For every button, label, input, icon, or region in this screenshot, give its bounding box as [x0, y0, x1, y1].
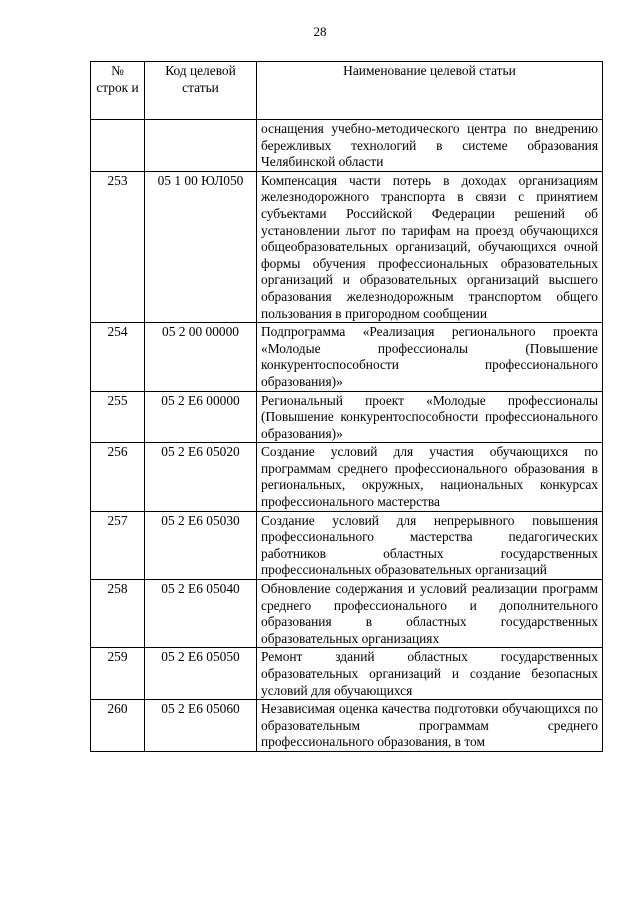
target-name: Компенсация части потерь в доходах организациям железнодорожного транспорта в связи с принятием субъектами Российской Федерации решений об установлении льгот по тарифам на проезд обучающихся общеобразовательных организаций, обучающихся очной формы обучения профессиональных образовательных организаций и образовательных организаций высшего образования железнодорожным транспортом общего пользования в пригородном сообщении	[257, 171, 603, 322]
row-number	[91, 120, 145, 172]
table-row	[91, 391, 603, 443]
page-number: 28	[313, 24, 327, 39]
target-name: оснащения учебно-методического центра по внедрению бережливых технологий в системе образования Челябинской области	[257, 120, 603, 172]
target-name: Создание условий для участия обучающихся по программам среднего профессионального образования в региональных, окружных, национальных конкурсах профессионального мастерства	[257, 443, 603, 511]
target-code: 05 1 00 ЮЛ050	[145, 171, 257, 322]
row-number: 257	[91, 511, 145, 579]
row-number: 255	[91, 391, 145, 443]
target-code: 05 2 Е6 00000	[145, 391, 257, 443]
table-row	[91, 648, 603, 700]
target-name: Независимая оценка качества подготовки обучающихся по образовательным программам среднего профессионального образования, в том	[257, 700, 603, 752]
row-number: 259	[91, 648, 145, 700]
target-name: Создание условий для непрерывного повышения профессионального мастерства педагогических работников областных государственных профессиональных образовательных организаций	[257, 511, 603, 579]
table-row	[91, 171, 603, 322]
table-row	[91, 443, 603, 511]
target-code: 05 2 00 00000	[145, 323, 257, 391]
row-number: 256	[91, 443, 145, 511]
table-row	[91, 323, 603, 391]
table-row	[91, 511, 603, 579]
target-name: Ремонт зданий областных государственных образовательных организаций и создание безопасных условий для обучающихся	[257, 648, 603, 700]
target-name: Подпрограмма «Реализация регионального проекта «Молодые профессионалы (Повышение конкурентоспособности профессионального образования)»	[257, 323, 603, 391]
target-code	[145, 120, 257, 172]
target-code: 05 2 Е6 05040	[145, 580, 257, 648]
target-name: Региональный проект «Молодые профессионалы (Повышение конкурентоспособности профессионального образования)»	[257, 391, 603, 443]
target-code: 05 2 Е6 05060	[145, 700, 257, 752]
target-code: 05 2 Е6 05020	[145, 443, 257, 511]
table-header-row	[91, 62, 603, 120]
target-name: Обновление содержания и условий реализации программ среднего профессионального и дополнительного образования в областных государственных образовательных организациях	[257, 580, 603, 648]
target-code: 05 2 Е6 05030	[145, 511, 257, 579]
header-target-name: Наименование целевой статьи	[257, 62, 603, 120]
header-target-code: Код целевой статьи	[145, 62, 257, 120]
table-row	[91, 120, 603, 172]
target-code: 05 2 Е6 05050	[145, 648, 257, 700]
table-row	[91, 700, 603, 752]
row-number: 254	[91, 323, 145, 391]
target-articles-table	[90, 61, 603, 752]
header-row-number: № строк и	[91, 62, 145, 120]
row-number: 260	[91, 700, 145, 752]
row-number: 253	[91, 171, 145, 322]
table-row	[91, 580, 603, 648]
row-number: 258	[91, 580, 145, 648]
